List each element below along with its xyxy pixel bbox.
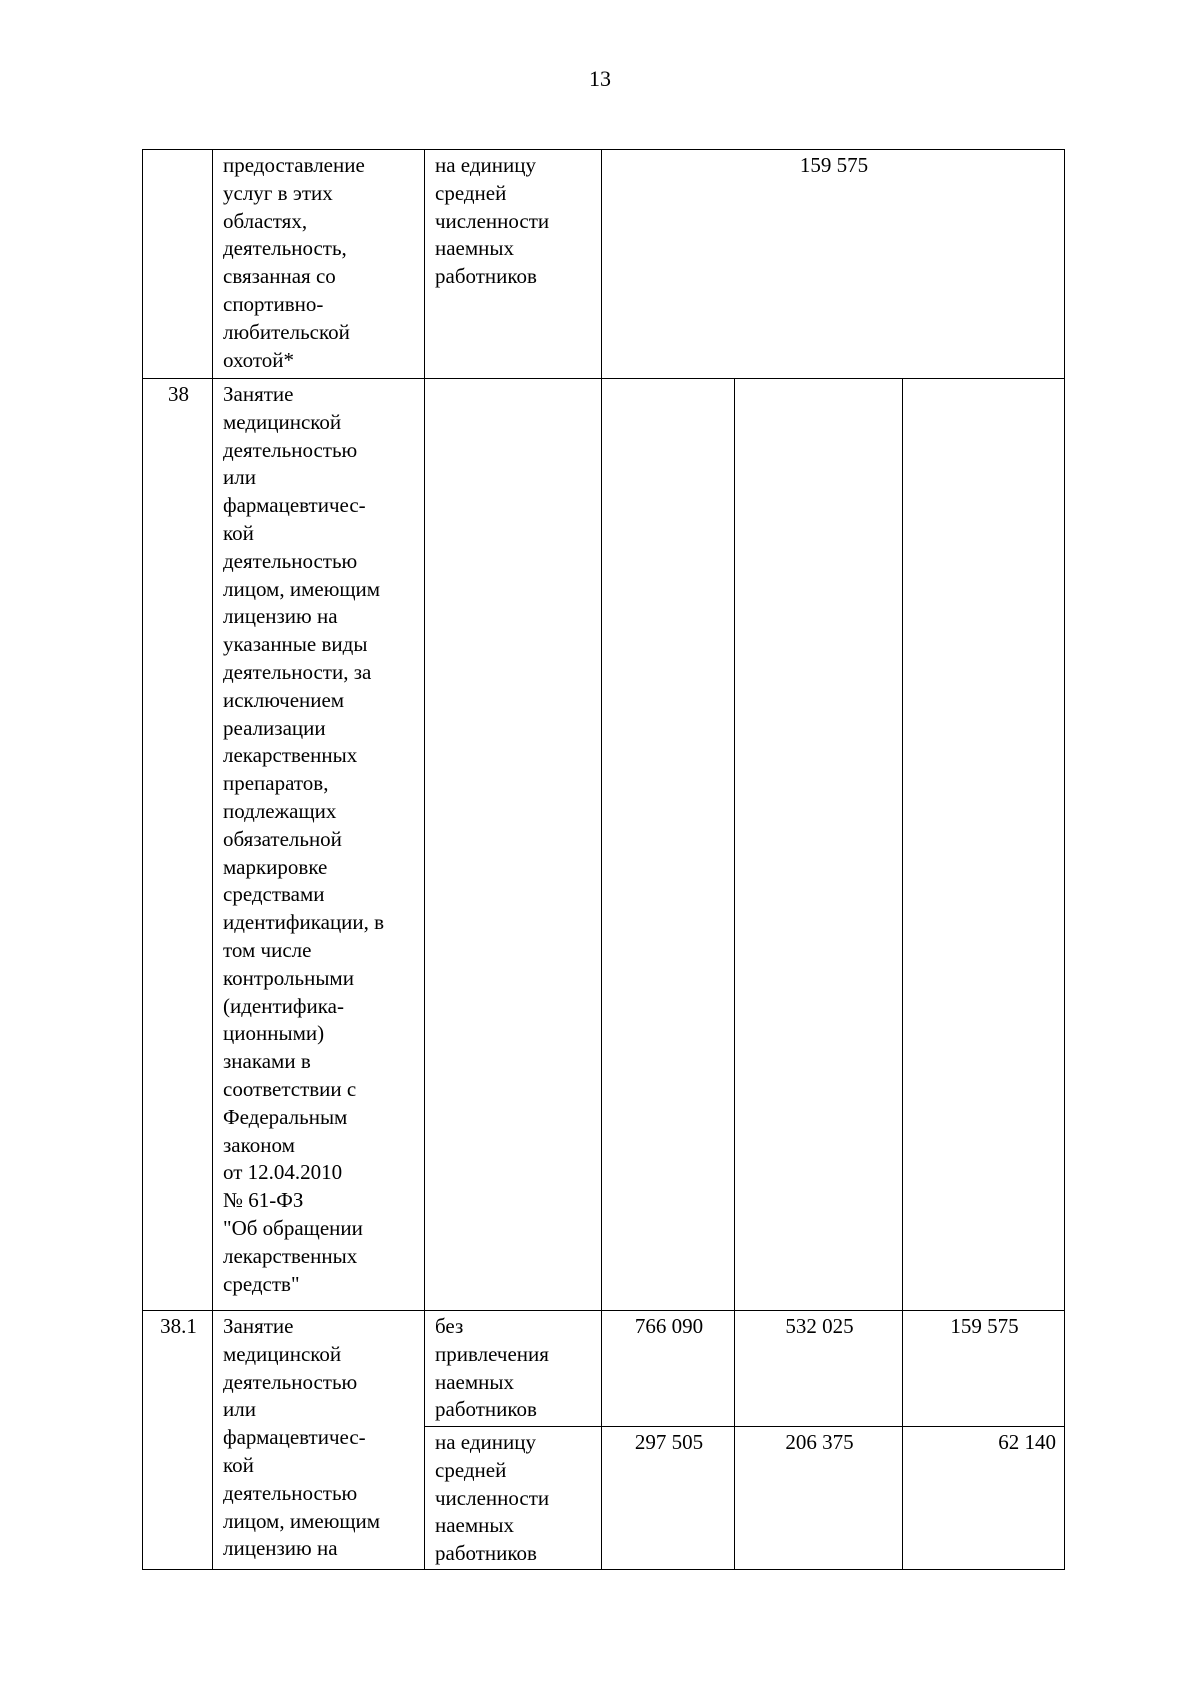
text-line: наемных <box>435 236 515 261</box>
activity-description <box>223 381 416 1298</box>
text-line: исключением <box>223 687 345 712</box>
text-line: охотой* <box>223 347 295 372</box>
text-line: (идентифика- <box>223 993 344 1018</box>
text-line: № 61-ФЗ <box>223 1188 304 1213</box>
text-line: том числе <box>223 937 312 962</box>
text-line: предоставление <box>223 153 365 177</box>
text-line: ционными) <box>223 1021 325 1046</box>
activity-description <box>223 152 416 374</box>
text-line: средств" <box>223 1271 300 1296</box>
text-line: работников <box>435 1541 537 1566</box>
rate-value: 206 375 <box>735 1427 903 1570</box>
page-number: 13 <box>589 66 611 91</box>
rate-value: 532 025 <box>735 1311 903 1427</box>
text-line: законом <box>223 1132 295 1157</box>
text-line: работников <box>435 1397 537 1422</box>
text-line: медицинской <box>223 1341 342 1366</box>
text-line: спортивно- <box>223 291 324 316</box>
text-line: на единицу <box>435 153 536 177</box>
rate-value: 766 090 <box>602 1311 735 1427</box>
text-line: деятельности, за <box>223 659 372 684</box>
text-line: без <box>435 1314 464 1338</box>
text-line: работников <box>435 264 537 289</box>
text-line: численности <box>435 208 550 233</box>
text-line: лицом, имеющим <box>223 576 381 601</box>
text-line: фармацевтичес- <box>223 493 366 518</box>
text-line: кой <box>223 1452 254 1477</box>
text-line: деятельностью <box>223 1480 358 1505</box>
text-line: контрольными <box>223 965 354 990</box>
text-line: от 12.04.2010 <box>223 1160 343 1185</box>
text-line: медицинской <box>223 409 342 434</box>
unit-cell <box>425 150 602 379</box>
table-row-38-1-a <box>143 1311 1065 1427</box>
rate-value: 62 140 <box>903 1427 1065 1570</box>
rate-value: 159 575 <box>903 1311 1065 1427</box>
text-line: численности <box>435 1485 550 1510</box>
unit-description <box>435 1429 593 1568</box>
rate-value: 297 505 <box>602 1427 735 1570</box>
text-line: "Об обращении <box>223 1215 363 1240</box>
table-row-38 <box>143 379 1065 1311</box>
text-line: реализации <box>223 715 326 740</box>
text-line: маркировке <box>223 854 328 879</box>
unit-description <box>435 1313 593 1424</box>
text-line: идентификации, в <box>223 910 385 935</box>
text-line: услуг в этих <box>223 180 333 205</box>
rate-cell-empty-2 <box>735 379 903 1311</box>
row-number-cell <box>143 150 213 379</box>
text-line: препаратов, <box>223 771 329 796</box>
text-line: Занятие <box>223 1314 294 1338</box>
text-line: фармацевтичес- <box>223 1425 366 1450</box>
tax-rates-table <box>142 149 1065 1570</box>
activity-description-cell <box>213 1311 425 1570</box>
text-line: деятельностью <box>223 1369 358 1394</box>
text-line: лекарственных <box>223 1243 358 1268</box>
text-line: Занятие <box>223 382 294 406</box>
unit-cell <box>425 1311 602 1427</box>
text-line: или <box>223 465 256 490</box>
rate-value-merged: 159 575 <box>602 150 1065 379</box>
text-line: любительской <box>223 319 350 344</box>
text-line: лицензию на <box>223 604 338 629</box>
text-line: областях, <box>223 208 308 233</box>
text-line: средствами <box>223 882 325 907</box>
text-line: деятельностью <box>223 437 358 462</box>
text-line: деятельностью <box>223 548 358 573</box>
text-line: знаками в <box>223 1049 311 1074</box>
text-line: подлежащих <box>223 798 337 823</box>
unit-cell <box>425 1427 602 1570</box>
text-line: обязательной <box>223 826 342 851</box>
text-line: лекарственных <box>223 743 358 768</box>
text-line: наемных <box>435 1369 515 1394</box>
row-number-cell: 38.1 <box>143 1311 213 1570</box>
text-line: кой <box>223 520 254 545</box>
text-line: лицом, имеющим <box>223 1508 381 1533</box>
text-line: наемных <box>435 1513 515 1538</box>
activity-description <box>223 1313 416 1563</box>
text-line: средней <box>435 180 507 205</box>
row-number-cell: 38 <box>143 379 213 1311</box>
text-line: на единицу <box>435 1430 536 1454</box>
rate-cell-empty-1 <box>602 379 735 1311</box>
text-line: связанная со <box>223 264 336 289</box>
text-line: Федеральным <box>223 1104 348 1129</box>
text-line: привлечения <box>435 1341 549 1366</box>
text-line: соответствии с <box>223 1076 357 1101</box>
rate-cell-empty-3 <box>903 379 1065 1311</box>
unit-description <box>435 152 593 291</box>
text-line: деятельность, <box>223 236 347 261</box>
unit-cell-empty <box>425 379 602 1311</box>
text-line: указанные виды <box>223 632 368 657</box>
text-line: средней <box>435 1457 507 1482</box>
text-line: или <box>223 1397 256 1422</box>
text-line: лицензию на <box>223 1536 338 1561</box>
table-row-continuation <box>143 150 1065 379</box>
activity-description-cell <box>213 379 425 1311</box>
activity-description-cell <box>213 150 425 379</box>
